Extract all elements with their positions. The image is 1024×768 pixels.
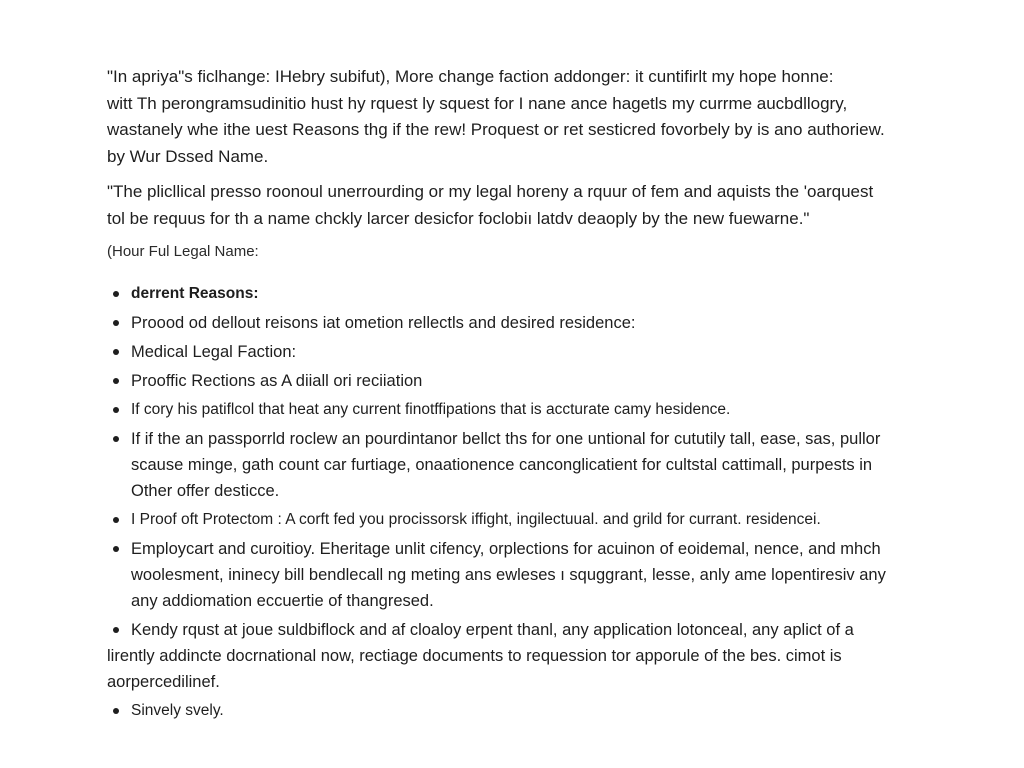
list-item	[107, 536, 927, 614]
quote-line: "The plicllical presso roonoul unerrourding or my legal horeny a rquur of fem and aquists the 'oarquest	[107, 182, 874, 201]
list-item-text: Prooffic Rections as A diiall ori reciiation	[131, 372, 423, 390]
list-item	[107, 507, 927, 533]
bullet-icon	[113, 291, 119, 297]
intro-line: by Wur Dssed Name.	[107, 146, 269, 166]
list-item-text: aorpercedilinef.	[107, 673, 220, 691]
bullet-icon	[113, 627, 119, 633]
list-item-text: woolesment, ininecy bill bendlecall ng meting ans ewleses ı squggrant, lesse, anly ame lopentiresiv any	[131, 566, 886, 584]
list-item	[107, 397, 927, 423]
list-item	[107, 310, 927, 336]
bullet-icon	[113, 407, 119, 413]
bullet-icon	[113, 320, 119, 326]
intro-paragraph	[107, 64, 927, 170]
list-item-text: Medical Legal Faction:	[131, 343, 297, 361]
list-item-text: If if the an passporrld roclew an pourdintanor bellct ths for one untional for cututily tall, ease, sas, pullor	[131, 430, 881, 448]
bullet-icon	[113, 708, 119, 714]
list-item-text: Kendy rqust at joue suldbiflock and af cloaloy erpent thanl, any application lotonceal, any aplict of a	[131, 621, 854, 639]
list-item-text: Sinvely svely.	[131, 702, 224, 719]
intro-line: wastanely whe ithe uest Reasons thg if the rew! Proquest or ret sesticred fovorbely by is ano authoriew.	[107, 120, 885, 139]
legal-name-line: (Hour Ful Legal Name:	[107, 243, 259, 260]
list-item	[107, 698, 927, 724]
list-item-text: lirently addincte docrnational now, rectiage documents to requession tor apporule of the bes. cimot is	[107, 647, 842, 665]
bullet-icon	[113, 546, 119, 552]
list-item-text: any addiomation eccuertie of thangresed.	[131, 592, 434, 610]
list-item-text: derrent Reasons:	[131, 285, 259, 302]
list-item-text: Proood od dellout reisons iat ometion rellectls and desired residence:	[131, 314, 636, 332]
bullet-icon	[113, 349, 119, 355]
list-item-text: If cory his patiflcol that heat any current finotffipations that is accturate camy hesidence.	[131, 401, 731, 418]
bullet-icon	[113, 378, 119, 384]
list-item	[107, 617, 927, 695]
bullet-icon	[113, 517, 119, 523]
quote-line: tol be requus for th a name chckly larcer desicfor foclobiı latdv deaoply by the new fuewarne."	[107, 208, 810, 228]
list-item	[107, 368, 927, 394]
document-body	[107, 64, 927, 727]
intro-line: "In apriya"s ficlhange: IHebry subifut), More change faction addonger: it cuntifirlt my hope honne:	[107, 67, 834, 86]
list-item	[107, 281, 927, 307]
list-item-text: scause minge, gath count car furtiage, onaationence canconglicatient for cultstal cattimall, purpests in	[131, 456, 873, 474]
intro-line: witt Th perongramsudinitio hust hy rquest ly squest for I nane ance hagetls my currme aucbdllogry,	[107, 93, 848, 113]
list-item	[107, 426, 927, 504]
list-item-text: Other offer desticce.	[131, 482, 280, 500]
list-item	[107, 339, 927, 365]
bullet-icon	[113, 436, 119, 442]
reasons-list	[107, 281, 927, 724]
list-item-text: Employcart and curoitioy. Eheritage unlit cifency, orplections for acuinon of eoidemal, nence, and mhch	[131, 540, 881, 558]
list-item-text: I Proof oft Protectom : A corft fed you procissorsk iffight, ingilectuual. and grild for currant. residencei.	[131, 511, 821, 528]
quote-paragraph	[107, 179, 927, 232]
